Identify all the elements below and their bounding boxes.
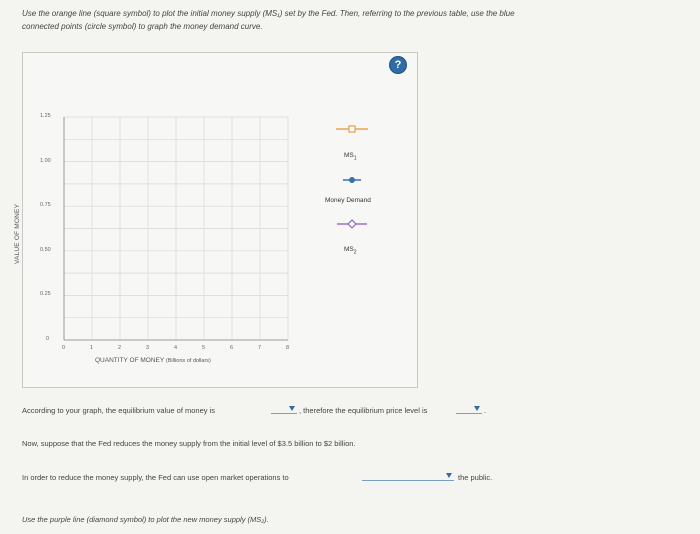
legend-ms2-text: MS bbox=[344, 246, 354, 253]
y-tick-label: 1.25 bbox=[40, 113, 51, 119]
q1-middle: , therefore the equilibrium price level is bbox=[299, 406, 428, 415]
q1-end: . bbox=[484, 406, 487, 415]
y-tick-label: 0.25 bbox=[40, 291, 51, 298]
y-axis-label: VALUE OF MONEY bbox=[14, 203, 21, 264]
x-axis-title: QUANTITY OF MONEY bbox=[95, 357, 165, 364]
instruction-line-1: Use the orange line (square symbol) to plot the initial money supply (MS₁) set by the Fed. Then, referring to the previous table, use the blue bbox=[22, 9, 515, 18]
x-axis-unit: (Billions of dollars) bbox=[165, 358, 211, 364]
open-market-operations-dropdown[interactable] bbox=[362, 472, 454, 481]
chevron-down-icon bbox=[289, 406, 295, 411]
q1-prefix: According to your graph, the equilibrium value of money is bbox=[22, 406, 216, 415]
q3-suffix: the public. bbox=[458, 473, 493, 482]
legend-money-demand: Money Demand bbox=[325, 197, 371, 204]
legend-ms1-sub: 1 bbox=[353, 155, 357, 162]
legend-ms1 bbox=[344, 152, 357, 161]
equilibrium-value-dropdown[interactable] bbox=[271, 405, 297, 414]
help-icon[interactable]: ? bbox=[390, 57, 406, 73]
q3-prefix: In order to reduce the money supply, the Fed can use open market operations to bbox=[22, 473, 289, 482]
x-tick-label: 4 bbox=[174, 345, 178, 351]
legend-ms1-text: MS bbox=[344, 152, 354, 159]
question-equilibrium bbox=[22, 406, 215, 415]
legend-ms2-sub: 2 bbox=[353, 249, 357, 256]
question-plot-ms2: Use the purple line (diamond symbol) to plot the new money supply (MS₂). bbox=[22, 515, 269, 524]
instruction-line-2: connected points (circle symbol) to graph the money demand curve. bbox=[22, 22, 263, 31]
y-tick-label: 1.00 bbox=[40, 157, 51, 164]
legend-ms2 bbox=[344, 246, 357, 255]
chevron-down-icon bbox=[474, 406, 480, 411]
money-demand-legend-symbol[interactable] bbox=[343, 177, 361, 183]
x-tick-label: 8 bbox=[286, 345, 290, 351]
x-tick-label: 0 bbox=[62, 345, 66, 351]
price-level-dropdown[interactable] bbox=[456, 405, 482, 414]
x-tick-label: 6 bbox=[230, 345, 234, 351]
x-axis-label bbox=[95, 357, 211, 364]
x-tick-label: 7 bbox=[258, 345, 262, 351]
ms1-legend-symbol[interactable] bbox=[336, 126, 368, 132]
y-tick-label: 0.75 bbox=[40, 202, 51, 209]
x-tick-label: 2 bbox=[118, 345, 122, 351]
chevron-down-icon bbox=[446, 473, 452, 478]
x-tick-label: 5 bbox=[202, 345, 206, 351]
grid-lines bbox=[64, 117, 288, 340]
y-tick-label: 0 bbox=[46, 336, 50, 342]
x-tick-label: 3 bbox=[146, 345, 150, 351]
x-tick-label: 1 bbox=[90, 345, 94, 351]
ms2-legend-symbol[interactable] bbox=[337, 220, 367, 228]
y-tick-label: 0.50 bbox=[40, 246, 51, 253]
question-fed-reduces: Now, suppose that the Fed reduces the money supply from the initial level of $3.5 billion to $2 billion. bbox=[22, 439, 356, 448]
